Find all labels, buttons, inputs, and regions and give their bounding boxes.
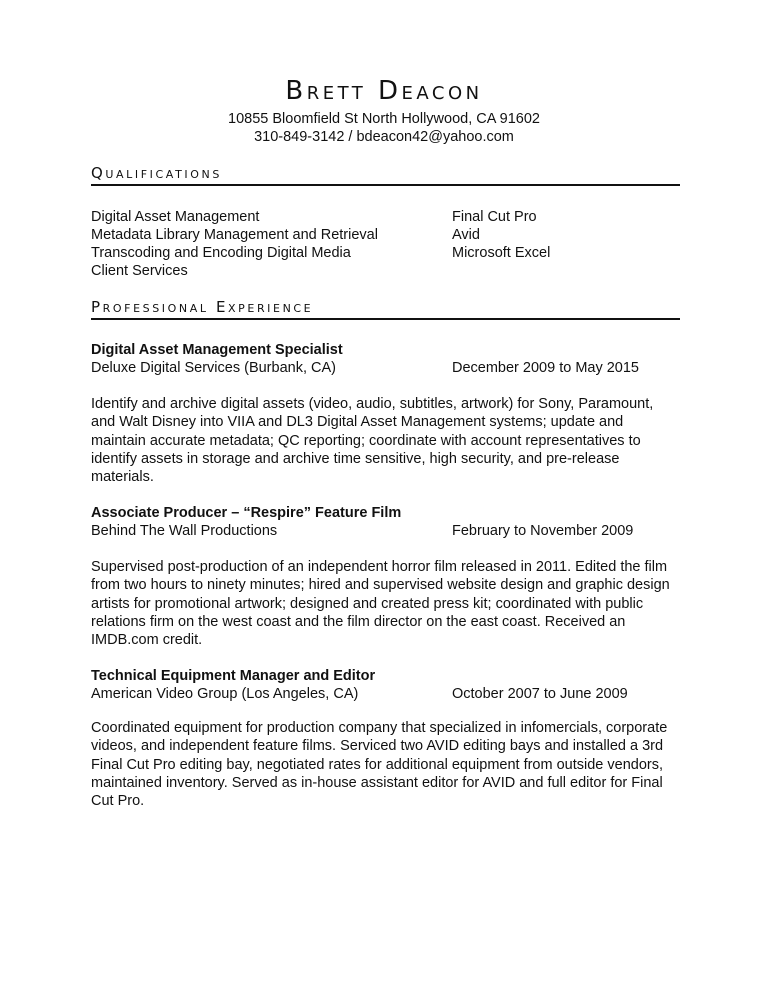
qualifications-rule xyxy=(91,184,680,186)
job-title: Associate Producer – “Respire” Feature Film xyxy=(91,505,402,521)
job-company: American Video Group (Los Angeles, CA) xyxy=(91,686,359,702)
qualification-item: Digital Asset Management xyxy=(91,209,260,225)
job-dates: December 2009 to May 2015 xyxy=(452,360,639,376)
job-description: Supervised post-production of an independent horror film released in 2011. Edited the film from two hours to ninety minutes; hired and supervised website design and graphic design artists for promotional artwork; designed and created press kit; coordinated with public relations firm on the west coast and the film director on the east coast. Received an IMDB.com credit. xyxy=(91,559,670,649)
job-dates: October 2007 to June 2009 xyxy=(452,686,628,702)
qualifications-heading: Qualifications xyxy=(91,164,222,182)
software-item: Microsoft Excel xyxy=(452,245,551,261)
address: 10855 Bloomfield St North Hollywood, CA 91602 xyxy=(228,111,540,127)
software-item: Avid xyxy=(452,227,480,243)
experience-rule xyxy=(91,318,680,320)
job-title: Technical Equipment Manager and Editor xyxy=(91,668,376,684)
job-title: Digital Asset Management Specialist xyxy=(91,342,343,358)
candidate-name: Brett Deacon xyxy=(285,76,483,106)
job-company: Deluxe Digital Services (Burbank, CA) xyxy=(91,360,336,376)
qualification-item: Metadata Library Management and Retrieval xyxy=(91,227,378,243)
qualification-item: Client Services xyxy=(91,263,188,279)
job-company: Behind The Wall Productions xyxy=(91,523,278,539)
job-dates: February to November 2009 xyxy=(452,523,634,539)
phone-email: 310-849-3142 / bdeacon42@yahoo.com xyxy=(254,129,514,145)
experience-heading: Professional Experience xyxy=(91,298,314,316)
software-item: Final Cut Pro xyxy=(452,209,537,225)
job-description: Coordinated equipment for production company that specialized in infomercials, corporate videos, and independent feature films. Serviced two AVID editing bays and installed a 3rd Final Cut Pro editing bay, negotiated rates for additional equipment from outside vendors, maintained inventory. Served as in-house assistant editor for AVID and full editor for Final Cut Pro. xyxy=(91,720,668,810)
qualification-item: Transcoding and Encoding Digital Media xyxy=(91,245,351,261)
job-description: Identify and archive digital assets (video, audio, subtitles, artwork) for Sony, Paramount, and Walt Disney into VIIA and DL3 Digital Asset Management systems; update and maintain accurate metadata; QC reporting; coordinate with account representatives to identify assets in storage and archive time sensitive, high security, and pre-release materials. xyxy=(91,396,654,486)
